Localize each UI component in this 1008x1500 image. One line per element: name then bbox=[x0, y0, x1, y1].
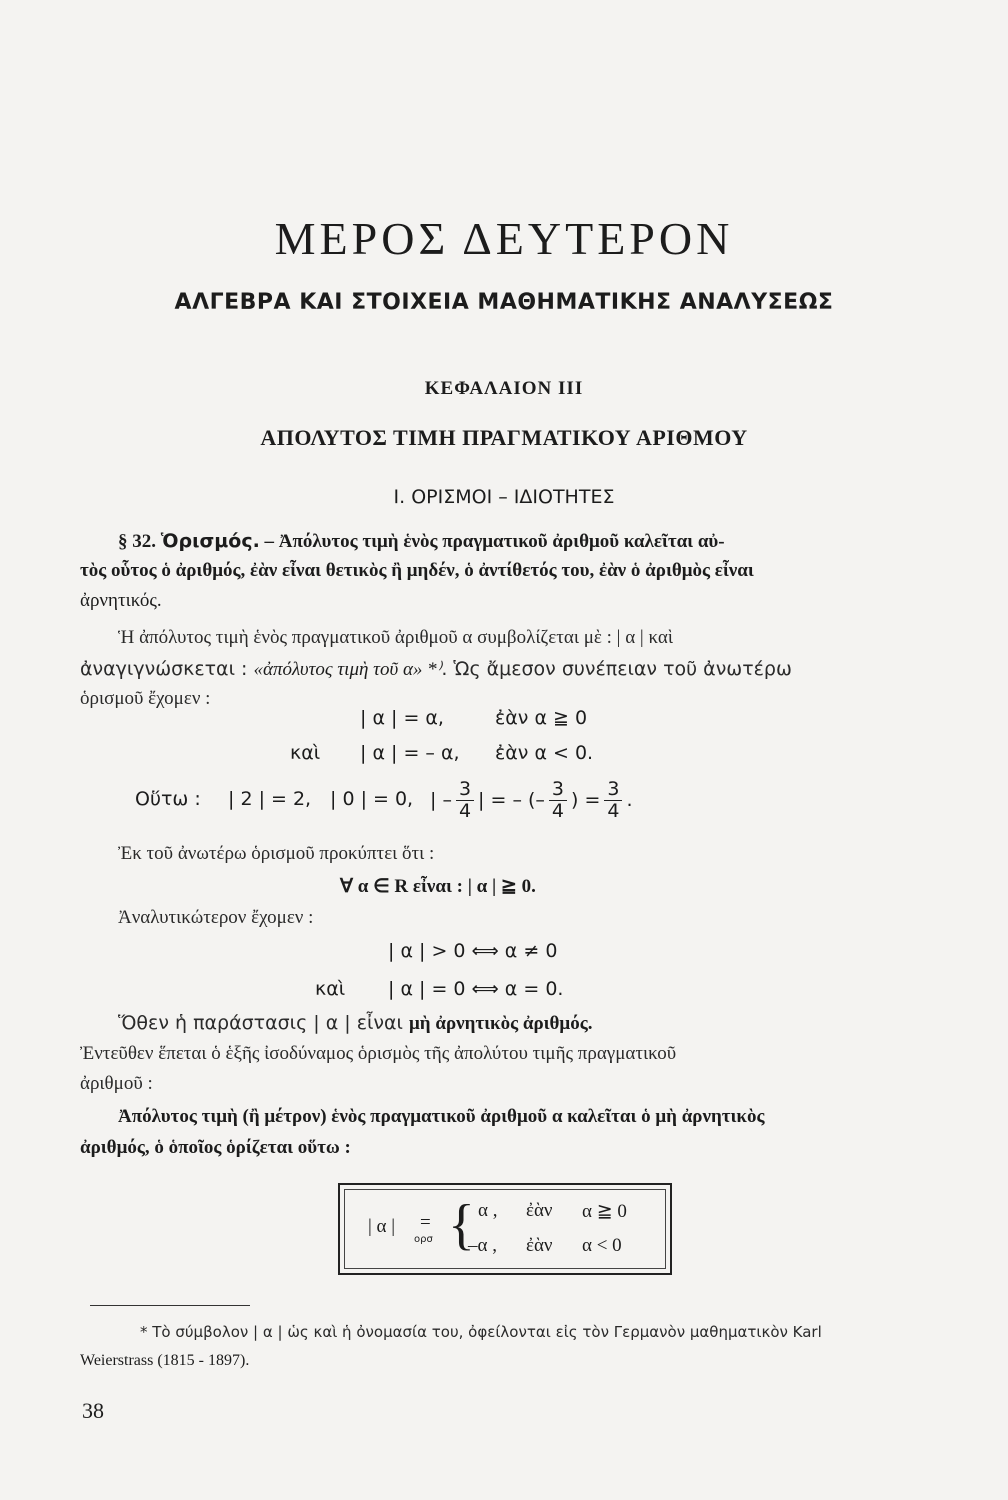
case-2-kai: καὶ bbox=[290, 742, 321, 764]
notation-line-3: ὁρισμοῦ ἔχομεν : bbox=[80, 688, 211, 709]
notation-text-c: . Ὡς ἄμεσον συνέπειαν τοῦ ἀνωτέρω bbox=[441, 658, 792, 680]
analytic-formula-2: | α | = 0 ⟺ α = 0. bbox=[388, 978, 564, 1000]
fraction-2-den: 4 bbox=[551, 799, 564, 822]
case-2-right: ἐὰν α < 0. bbox=[495, 742, 594, 764]
footnote-line-2: Weierstrass (1815 - 1897). bbox=[80, 1352, 250, 1369]
boxed-subscript: ορσ bbox=[414, 1234, 433, 1245]
definition-line-2: τὸς οὗτος ὁ ἀριθμός, ἐὰν εἶναι θετικὸς ἢ μηδέν, ὁ ἀντίθετός του, ἐὰν ὁ ἀριθμὸς εἶναι bbox=[80, 560, 754, 581]
boxed-row-2-a: –α , bbox=[468, 1235, 497, 1256]
result-intro: Ἐκ τοῦ ἀνωτέρω ὁρισμοῦ προκύπτει ὅτι : bbox=[118, 843, 435, 864]
equivalent-line-1: Ἀπόλυτος τιμὴ (ἢ μέτρον) ἑνὸς πραγματικοῦ ἀριθμοῦ α καλεῖται ὁ μὴ ἀρνητικὸς bbox=[118, 1106, 765, 1127]
section-heading: Ι. ΟΡΙΣΜΟΙ – ΙΔΙΟΤΗΤΕΣ bbox=[393, 486, 615, 508]
hence-bold: μὴ ἀρνητικὸς ἀριθμός. bbox=[409, 1013, 593, 1034]
section-number: § 32. bbox=[118, 531, 156, 552]
brace-icon: { bbox=[448, 1194, 475, 1256]
example-label: Οὕτω : bbox=[135, 788, 201, 810]
case-1-left: | α | = α, bbox=[360, 707, 444, 729]
boxed-row-1-a: α , bbox=[478, 1200, 498, 1221]
fraction-3-den: 4 bbox=[607, 799, 620, 822]
footnote-line-1: * Τὸ σύμβολον | α | ὡς καὶ ἡ ὀνομασία του, ὀφείλονται εἰς τὸν Γερμανὸν μαθηματικὸν Karl bbox=[140, 1323, 822, 1341]
example-3 bbox=[430, 770, 633, 830]
boxed-lhs: | α | bbox=[368, 1216, 396, 1237]
fraction-3 bbox=[604, 779, 622, 822]
fraction-2 bbox=[549, 779, 567, 822]
example-3-mid: | = – (– bbox=[478, 789, 545, 811]
boxed-row-2-c: α < 0 bbox=[582, 1235, 622, 1256]
example-3-end: . bbox=[626, 789, 633, 811]
footnote-rule bbox=[90, 1305, 250, 1306]
case-1-right: ἐὰν α ≧ 0 bbox=[495, 707, 588, 729]
definition-line-3: ἀρνητικός. bbox=[80, 590, 162, 611]
definition-heading: Ὁρισμός. bbox=[160, 530, 260, 552]
fraction-3-num: 3 bbox=[604, 779, 622, 801]
notation-line-2 bbox=[80, 658, 792, 681]
boxed-row-1-b: ἐὰν bbox=[526, 1200, 553, 1221]
analytic-intro: Ἀναλυτικώτερον ἔχομεν : bbox=[118, 907, 314, 928]
example-1: | 2 | = 2, bbox=[228, 788, 312, 810]
definition-text-1: – Ἀπόλυτος τιμὴ ἑνὸς πραγματικοῦ ἀριθμοῦ καλεῖται αὐ- bbox=[259, 531, 725, 552]
part-title: ΜΕΡΟΣ ΔΕΥΤΕΡΟΝ bbox=[274, 213, 734, 264]
analytic-formula-1: | α | > 0 ⟺ α ≠ 0 bbox=[388, 940, 558, 962]
hence-line-1 bbox=[118, 1012, 592, 1035]
notation-text-a: ἀναγιγνώσκεται : bbox=[80, 658, 254, 680]
hence-text: Ὅθεν ἡ παράστασις | α | εἶναι bbox=[118, 1012, 410, 1034]
hence-line-2: Ἐντεῦθεν ἕπεται ὁ ἑξῆς ἰσοδύναμος ὁρισμὸς τῆς ἀπολύτου τιμῆς πραγματικοῦ bbox=[80, 1043, 677, 1064]
equivalent-line-2: ἀριθμός, ὁ ὁποῖος ὁρίζεται οὕτω : bbox=[80, 1137, 351, 1158]
chapter-label: ΚΕΦΑΛΑΙΟΝ III bbox=[424, 378, 584, 399]
fraction-1 bbox=[456, 779, 474, 822]
part-subtitle: ΑΛΓΕΒΡΑ ΚΑΙ ΣΤΟΙΧΕΙΑ ΜΑΘΗΜΑΤΙΚΗΣ ΑΝΑΛΥΣΕΩΣ bbox=[174, 290, 834, 315]
chapter-title: ΑΠΟΛΥΤΟΣ ΤΙΜΗ ΠΡΑΓΜΑΤΙΚΟΥ ΑΡΙΘΜΟΥ bbox=[260, 425, 748, 450]
boxed-row-2-b: ἐὰν bbox=[526, 1235, 553, 1256]
boxed-row-1-c: α ≧ 0 bbox=[582, 1201, 627, 1222]
example-3-pre: | – bbox=[430, 789, 452, 811]
hence-line-3: ἀριθμοῦ : bbox=[80, 1073, 153, 1094]
boxed-equals: = bbox=[420, 1212, 431, 1233]
notation-quote: «ἀπόλυτος τιμὴ τοῦ α» *⁾ bbox=[253, 659, 442, 680]
fraction-2-num: 3 bbox=[549, 779, 567, 801]
definition-line-1 bbox=[118, 530, 725, 553]
fraction-1-den: 4 bbox=[458, 799, 472, 822]
result-formula: ∀ α ∈ R εἶναι : | α | ≧ 0. bbox=[340, 876, 536, 897]
fraction-1-num: 3 bbox=[456, 779, 474, 801]
page-number: 38 bbox=[82, 1398, 104, 1423]
boxed-definition bbox=[338, 1183, 672, 1275]
notation-line-1: Ἡ ἀπόλυτος τιμὴ ἑνὸς πραγματικοῦ ἀριθμοῦ α συμβολίζεται μὲ : | α | καὶ bbox=[118, 627, 673, 648]
example-3-close: ) = bbox=[571, 789, 601, 811]
example-2: | 0 | = 0, bbox=[330, 788, 414, 810]
analytic-kai: καὶ bbox=[315, 978, 346, 1000]
case-2-left: | α | = – α, bbox=[360, 742, 460, 764]
